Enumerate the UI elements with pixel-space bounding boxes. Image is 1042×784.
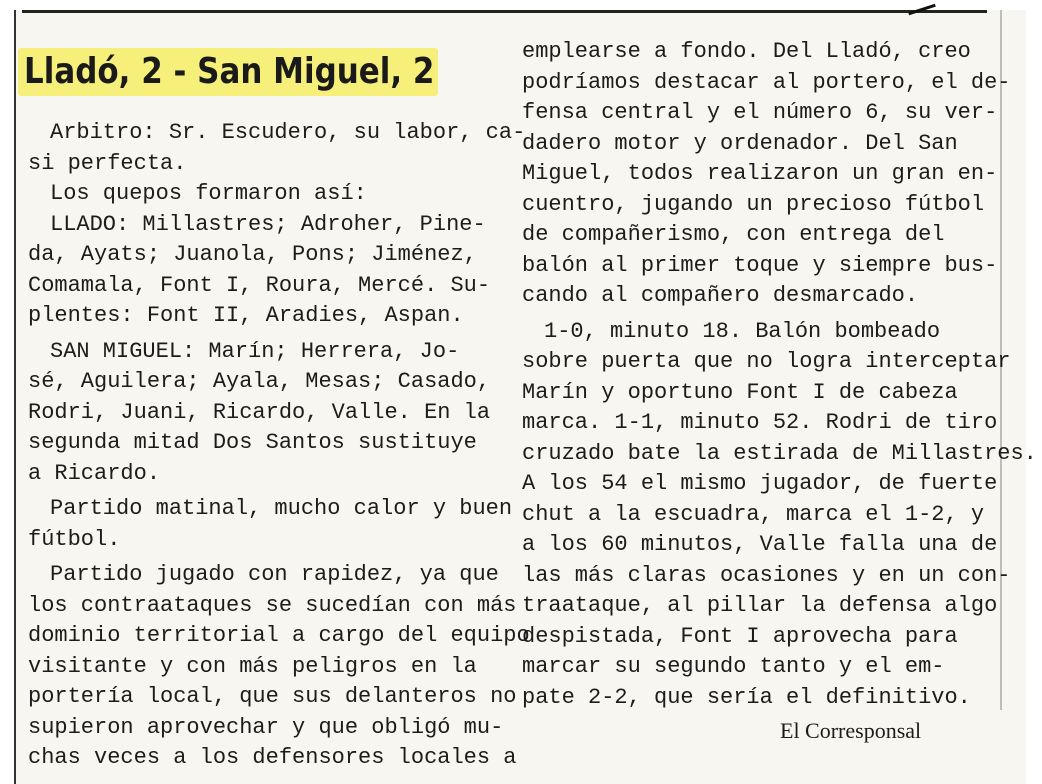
text-line: cando al compañero desmarcado. (522, 283, 919, 308)
text-line: visitante y con más peligros en la (28, 653, 477, 679)
left-column (28, 118, 530, 774)
right-column (522, 37, 1037, 713)
text-line: de compañerismo, con entrega del (522, 222, 945, 247)
text-line: emplearse a fondo. Del Lladó, creo (522, 39, 971, 64)
text-line: Partido matinal, mucho calor y buen (50, 496, 513, 521)
top-rule (22, 10, 987, 13)
text-line: Comamala, Font I, Roura, Mercé. Su- (28, 272, 491, 298)
text-line: plentes: Font II, Aradies, Aspan. (28, 303, 464, 328)
text-line: traataque, al pillar la defensa algo (522, 593, 998, 618)
text-line: dadero motor y ordenador. Del San (522, 130, 958, 156)
text-line: Miguel, todos realizaron un gran en- (522, 161, 998, 186)
text-line: SAN MIGUEL: Marín; Herrera, Jo- (50, 338, 460, 364)
text-line: cruzado bate la estirada de Millastres. (522, 440, 1037, 466)
text-line: 1-0, minuto 18. Balón bombeado (544, 318, 941, 344)
text-line: segunda mitad Dos Santos sustituye (28, 430, 477, 455)
text-line: despistada, Font I aprovecha para (522, 623, 958, 649)
text-line: cuentro, jugando un precioso fútbol (522, 191, 985, 217)
text-line: fútbol. (28, 526, 121, 552)
text-line: Marín y oportuno Font I de cabeza (522, 379, 958, 405)
text-line: las más claras ocasiones y en un con- (522, 562, 1011, 588)
text-line: LLADO: Millastres; Adroher, Pine- (50, 211, 486, 237)
text-line: balón al primer toque y siempre bus- (522, 252, 998, 278)
text-line: sobre puerta que no logra interceptar (522, 349, 1011, 374)
text-line: sé, Aguilera; Ayala, Mesas; Casado, (28, 369, 491, 394)
signature: El Corresponsal (780, 718, 922, 743)
text-line: a los 60 minutos, Valle falla una de (522, 532, 998, 557)
text-line: chas veces a los defensores locales a (28, 745, 517, 770)
text-line: si perfecta. (28, 150, 187, 176)
text-line: supieron aprovechar y que obligó mu- (28, 714, 504, 740)
left-rule (14, 10, 16, 784)
text-line: Partido jugado con rapidez, ya que (50, 562, 499, 587)
text-line: podríamos destacar al portero, el de- (522, 69, 1011, 95)
text-line: Los quepos formaron así: (50, 181, 367, 206)
text-line: portería local, que sus delanteros no (28, 684, 517, 709)
text-line: chut a la escuadra, marca el 1-2, y (522, 501, 985, 527)
text-line: fensa central y el número 6, su ver- (522, 100, 998, 125)
text-line: da, Ayats; Juanola, Pons; Jiménez, (28, 242, 477, 267)
text-line: los contraataques se sucedían con más (28, 592, 517, 618)
text-line: marca. 1-1, minuto 52. Rodri de tiro (522, 410, 998, 435)
headline: Lladó, 2 - San Miguel, 2 (24, 51, 435, 92)
text-line: Arbitro: Sr. Escudero, su labor, ca- (50, 120, 526, 145)
text-line: a Ricardo. (28, 460, 161, 486)
text-line: A los 54 el mismo jugador, de fuerte (522, 471, 998, 496)
text-line: pate 2-2, que sería el definitivo. (522, 684, 971, 710)
text-line: marcar su segundo tanto y el em- (522, 654, 945, 679)
text-line: Rodri, Juani, Ricardo, Valle. En la (28, 399, 491, 425)
headline-highlight (18, 48, 438, 96)
text-line: dominio territorial a cargo del equipo (28, 623, 530, 648)
